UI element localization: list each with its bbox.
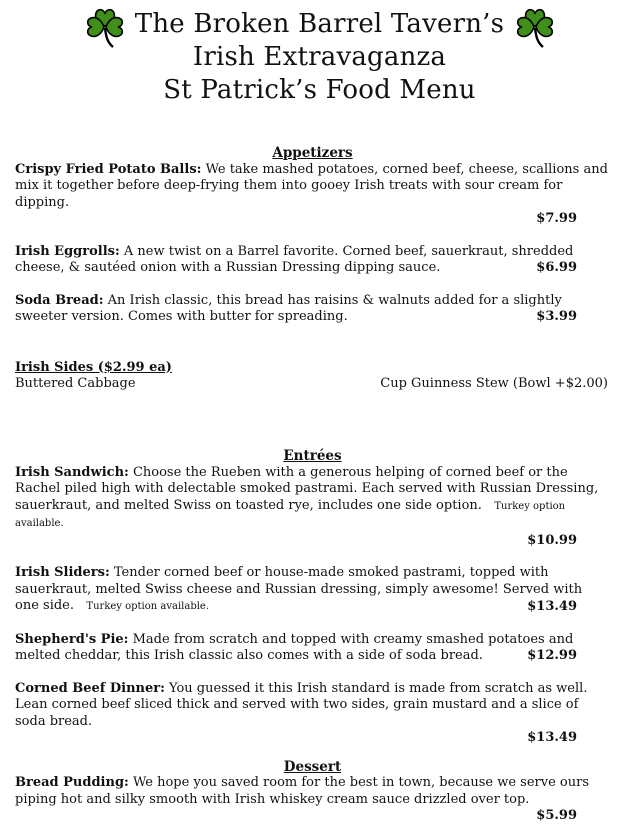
- item-price: $10.99: [527, 532, 577, 548]
- menu-body: [15, 145, 610, 825]
- item-price: $7.99: [536, 211, 577, 226]
- title-line-2: Irish Extravaganza: [192, 42, 447, 72]
- item-name: Bread Pudding:: [15, 775, 129, 790]
- menu-item-irish-sandwich: [15, 465, 610, 533]
- item-description: An Irish classic, this bread has raisins & walnuts added for a slightly sweeter version. Comes with butter for spreading.: [15, 292, 562, 324]
- item-description: Choose the Rueben with a generous helping of corned beef or the Rachel piled high with delectable smoked pastrami. Each served with Russian Dressing, sauerkraut, and melted Swiss on toasted rye, includes one side option.: [15, 464, 599, 513]
- item-description: We hope you saved room for the best in town, because we serve ours piping hot and silky smooth with Irish whiskey cream sauce drizzled over top.: [15, 775, 589, 807]
- item-note: Turkey option available.: [86, 601, 210, 612]
- title-line-3: St Patrick’s Food Menu: [163, 75, 476, 105]
- item-price: $12.99: [527, 648, 577, 663]
- side-buttered-cabbage: Buttered Cabbage: [15, 376, 136, 391]
- title-line-1: The Broken Barrel Tavern’s: [134, 9, 505, 39]
- sides-row: [15, 376, 610, 393]
- side-guinness-stew: Cup Guinness Stew (Bowl +$2.00): [380, 376, 608, 391]
- sides-heading: Irish Sides ($2.99 ea): [15, 359, 172, 375]
- item-name: Irish Sandwich:: [15, 464, 129, 480]
- item-price: $5.99: [536, 808, 577, 823]
- entrees-heading: Entrées: [283, 448, 342, 464]
- item-price: $3.99: [536, 309, 577, 324]
- appetizers-heading: Appetizers: [272, 145, 353, 161]
- item-description: You guessed it this Irish standard is made from scratch as well. Lean corned beef sliced thick and served with two sides, grain mustard and a slice of soda bread.: [15, 680, 588, 729]
- dessert-heading: Dessert: [283, 758, 342, 775]
- item-name: Corned Beef Dinner:: [15, 680, 165, 696]
- item-price: $6.99: [536, 260, 577, 275]
- item-name: Irish Eggrolls:: [15, 243, 120, 259]
- item-note: Turkey option available.: [15, 500, 566, 529]
- menu-item-corned-beef-dinner: [15, 681, 610, 731]
- item-description: We take mashed potatoes, corned beef, cheese, scallions and mix it together before deep-frying them into gooey Irish treats with sour cream for dipping.: [15, 161, 608, 210]
- item-price: $13.49: [527, 730, 577, 745]
- item-name: Crispy Fried Potato Balls:: [15, 161, 202, 177]
- item-name: Soda Bread:: [15, 292, 104, 308]
- menu-item-potato-balls: [15, 162, 610, 212]
- item-description: Made from scratch and topped with creamy smashed potatoes and melted cheddar, this Irish classic also comes with a side of soda bread.: [15, 631, 574, 663]
- menu-title: [0, 8, 639, 107]
- item-price: $13.49: [527, 599, 577, 614]
- menu-item-bread-pudding: [15, 775, 610, 808]
- item-description: A new twist on a Barrel favorite. Corned beef, sauerkraut, shredded cheese, & sautéed onion with a Russian Dressing dipping sauce.: [15, 243, 574, 275]
- item-description: Tender corned beef or house-made smoked pastrami, topped with sauerkraut, melted Swiss cheese and Russian dressing, simply awesome! Served with one side.: [15, 565, 583, 613]
- item-name: Irish Sliders:: [15, 565, 110, 580]
- item-name: Shepherd's Pie:: [15, 631, 129, 647]
